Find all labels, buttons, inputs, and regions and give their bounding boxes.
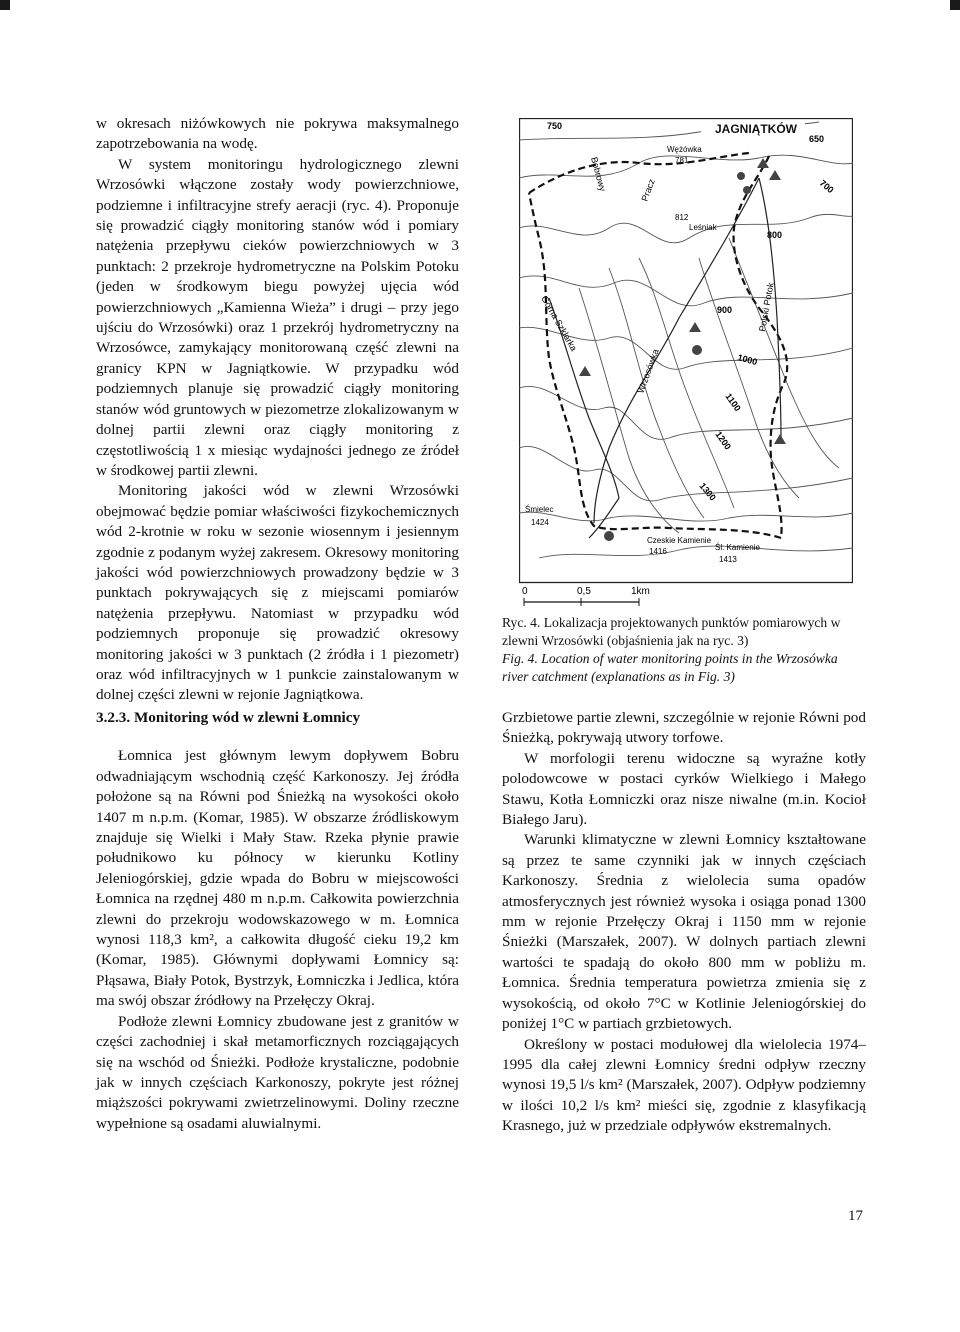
label-sl-elevation: 1413: [719, 555, 737, 564]
label-wezowka-elevation: 781: [675, 156, 689, 165]
paragraph-water-quality: Monitoring jakości wód w zlewni Wrzosówki obejmować będzie pomiar właściwości fizykochemicznych wód 2-krotnie w roku w sezonie wiosennym i jesiennym zgodnie z podanym wyżej zakresem. Okresowy monitoring jakości wód powierzchniowych prowadzony będzie w 3 punktach pokrywających się z miejscami pomiarów natężenia przepływu. Natomiast w przypadku wód podziemnych proponuje się prowadzić okresowy monitoring jakości w 3 punktach (2 źródła i 1 piezometr) oraz wód infiltracyjnych w 1 punkcie zainstalowanym w dolnej części zlewni w rejonie Jagniątkowa.: [96, 482, 459, 704]
contour-label-750: 750: [547, 121, 563, 131]
label-czeskie-elevation: 1416: [649, 547, 667, 556]
paragraph-lomnica-intro: Łomnica jest głównym lewym dopływem Bobru odwadniającym wschodnią część Karkonoszy. Jej źródła położone są na Równi pod Śnieżką na wysokości około 1407 m n.p.m. (Komar, 1985). W obszarze źródliskowym znajduje się Wielki i Mały Staw. Rzeka płynie prawie południkowo ku północy w kierunku Kotliny Jeleniogórskiej, gdzie wpada do Bobru w miejscowości Łomnica na rzędnej 480 m n.p.m. Całkowita powierzchnia zlewni do przekroju wodowskazowego w m. Łomnica wynosi 118,3 km², a całkowita długość cieku 19,2 km (Komar, 1985). Głównymi dopływami Łomnicy są: Płąsawa, Biały Potok, Bystrzyk, Łomniczka i Jedlica, która ma swój obszar źródłowy na Przełęczy Okraj.: [96, 747, 459, 1010]
paragraph-morphology: W morfologii terenu widoczne są wyraźne kotły polodowcowe w postaci cyrków Wielkiego i Małego Stawu, Kotła Łomniczki oraz nisze niwalne (m.in. Kocioł Białego Jaru).: [502, 749, 866, 829]
scale-label-half: 0,5: [577, 586, 591, 597]
figure-caption: [502, 614, 866, 686]
left-column-top-text: [96, 114, 459, 706]
label-czeskie-kamienie: Czeskie Kamienie: [647, 536, 712, 545]
paragraph-geology: Podłoże zlewni Łomnicy zbudowane jest z granitów w części zachodniej i skał metamorficznych rozciągających się na wschód od Śnieżki. Podłoże krystaliczne, podobnie jak w innych częściach Karkonoszy, pokryte jest różnej miąższości pokrywami zwietrzelinowymi. Doliny rzeczne wypełnione są osadami aluwialnymi.: [96, 1012, 459, 1132]
page-number: 17: [848, 1208, 863, 1224]
contour-label-1100: 1100: [723, 391, 743, 414]
label-lesniak-elevation: 812: [675, 213, 689, 222]
scale-bar: [522, 586, 650, 606]
caption-english: Fig. 4. Location of water monitoring points in the Wrzosówka river catchment (explanations as in Fig. 3): [502, 651, 838, 684]
label-gorna-szklarka: Górna Szklarka: [539, 294, 579, 353]
label-sl-kamienie: Śl. Kamienie: [715, 543, 760, 552]
paragraph-climate: Warunki klimatyczne w zlewni Łomnicy kształtowane są przez te same czynniki jak w innych częściach Karkonoszy. Średnia z wielolecia suma opadów atmosferycznych jest również wysoka i osiąga ponad 1300 mm w rejonie Przełęczy Okraj i 1150 mm w rejonie Śnieżki (Marszałek, 2007). W dolnych partiach zlewni wartości te spadają do około 800 mm w pobliżu m. Łomnica. Średnia temperatura powietrza zmienia się z wysokością, od około 7°C w Kotlinie Jeleniogórskiej do poniżej 1°C w partiach grzbietowych.: [502, 831, 866, 1033]
label-wezowka: Wężówka: [667, 145, 702, 154]
map-title: JAGNIĄTKÓW: [715, 122, 797, 136]
label-pracz: Pracz: [639, 177, 657, 203]
label-polski-potok: Polski Potok: [757, 281, 776, 333]
catchment-map-figure: [519, 118, 853, 608]
label-lesniak: Leśniak: [689, 223, 717, 232]
label-wrzosowka: Wrzosówka: [635, 347, 661, 395]
scale-label-0: 0: [522, 586, 528, 597]
left-column-bottom-text: [96, 708, 459, 1134]
contour-label-700: 700: [817, 177, 836, 196]
contour-label-900: 900: [717, 305, 733, 315]
contour-label-800: 800: [767, 230, 783, 240]
label-smielec: Śmielec: [525, 505, 554, 514]
scale-label-1km: 1km: [631, 586, 650, 597]
contour-label-1000: 1000: [736, 352, 759, 368]
contour-label-650: 650: [809, 134, 825, 144]
contour-label-1300: 1300: [697, 480, 719, 503]
section-heading: 3.2.3. Monitoring wód w zlewni Łomnicy: [96, 709, 361, 726]
paragraph-continuation: w okresach niżówkowych nie pokrywa maksymalnego zapotrzebowania na wodę.: [96, 115, 459, 153]
caption-polish: Ryc. 4. Lokalizacja projektowanych punktów pomiarowych w zlewni Wrzosówki (objaśnienia jak na ryc. 3): [502, 615, 841, 648]
contour-label-1200: 1200: [713, 429, 734, 452]
right-column-bottom-text: [502, 708, 866, 1137]
paragraph-peat: Grzbietowe partie zlewni, szczególnie w rejonie Równi pod Śnieżką, pokrywają utwory torfowe.: [502, 709, 866, 747]
label-bobrowy: Bobrowy: [589, 155, 608, 193]
label-smielec-elevation: 1424: [531, 518, 549, 527]
paragraph-monitoring-system: W system monitoringu hydrologicznego zlewni Wrzosówki włączone zostały wody powierzchniowe, podziemne i infiltracyjne strefy aeracji (ryc. 4). Proponuje się prowadzić ciągły monitoring stanów wód i pomiary natężenia przepływu cieków powierzchniowych w 3 punktach: 2 przekroje hydrometryczne na Polskim Potoku (jeden w środkowym biegu powyżej ujęcia wód powierzchniowych „Kamienna Wieża” i drugi – przy jego ujściu do Wrzosówki) oraz 1 przekrój hydrometryczny na Wrzosówce, zamykający monitorowaną część zlewni na granicy KPN w Jagniątkowie. W przypadku wód podziemnych planuje się prowadzić ciągły monitoring stanów wód gruntowych w piezometrze zlokalizowanym w dolnej partii zlewni oraz ciągły monitoring z częstotliwością 1 x miesiąc wydajności jednego ze źródeł w środkowej partii zlewni.: [96, 155, 459, 479]
paragraph-runoff: Określony w postaci modułowej dla wielolecia 1974–1995 dla całej zlewni Łomnicy średni odpływ rzeczny wynosi 19,5 l/s km² (Marszałek, 2007). Odpływ podziemny w ilości 10,2 l/s km² mieści się, zgodnie z klasyfikacją Krasnego, już w przedziale odpływów ekstremalnych.: [502, 1035, 866, 1135]
